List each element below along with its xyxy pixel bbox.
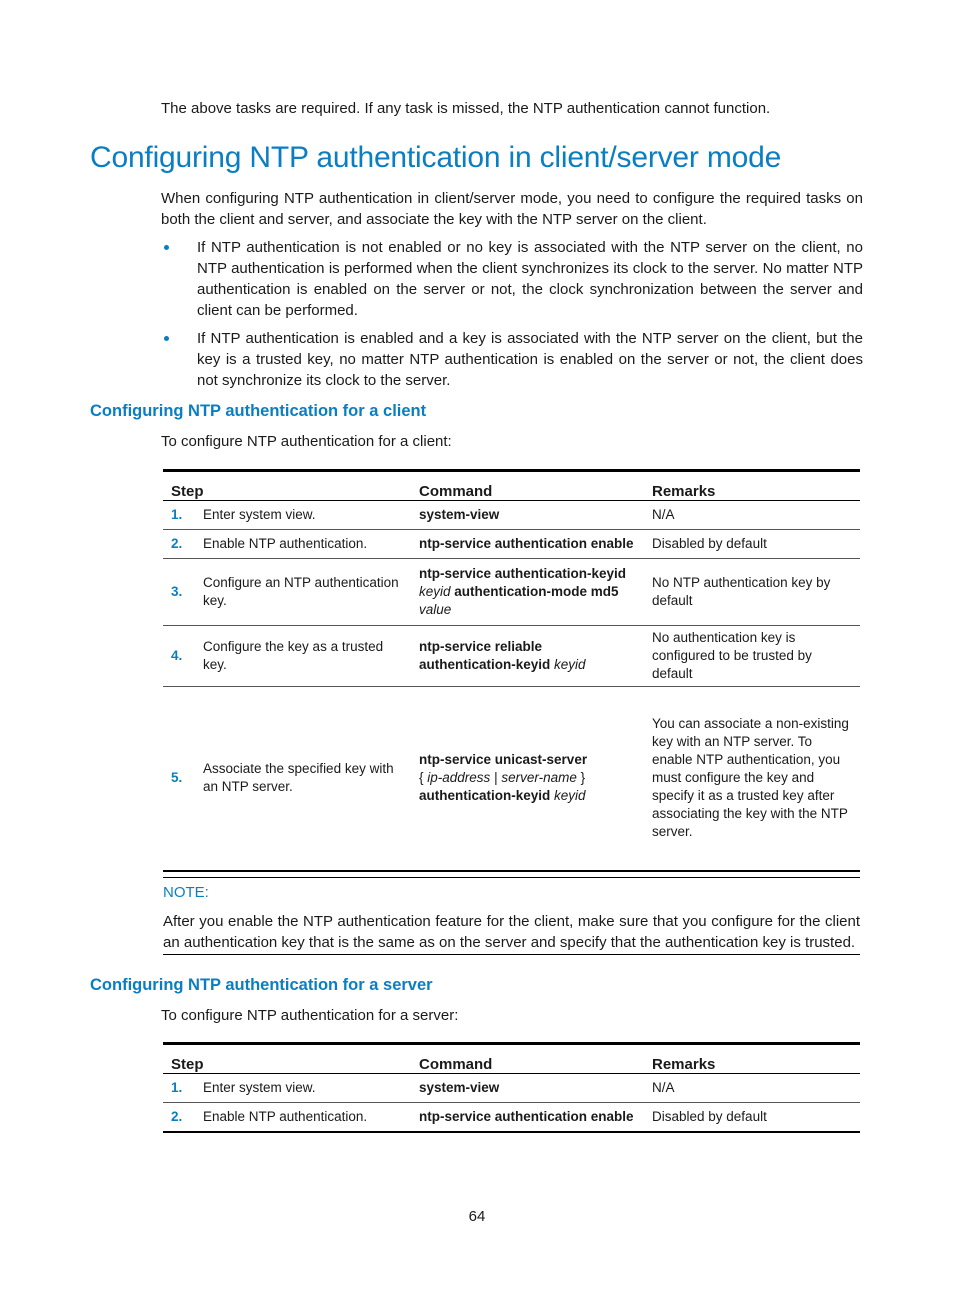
col-remarks: Remarks: [644, 471, 860, 501]
command-argument: keyid: [554, 657, 586, 672]
command-brace: }: [580, 770, 586, 786]
command-argument: server-name: [501, 770, 577, 786]
command-keyword: authentication-keyid: [419, 788, 551, 804]
table-row: [163, 559, 860, 626]
step-remark: You can associate a non-existing key with an NTP server. To enable NTP authentication, you must configure the key and specify it as a trusted key after associating the key with the NTP server.: [644, 687, 860, 871]
command-brace: {: [419, 770, 424, 786]
step-description: Enter system view.: [195, 1074, 411, 1103]
step-remark: Disabled by default: [644, 1103, 860, 1132]
step-number: 1.: [163, 501, 195, 530]
table-row: [163, 1103, 860, 1132]
step-description: Associate the specified key with an NTP server.: [195, 687, 411, 871]
command-argument: ip-address: [427, 770, 491, 786]
command-keyword: ntp-service unicast-server: [419, 752, 588, 768]
step-remark: No authentication key is configured to be trusted by default: [644, 626, 860, 687]
command-keyword: system-view: [419, 1080, 500, 1095]
step-remark: N/A: [644, 1074, 860, 1103]
note-text: After you enable the NTP authentication feature for the client, make sure that you configure for the client an authentication key that is the same as on the server and specify that the authentication key is trusted.: [163, 913, 860, 951]
step-remark: No NTP authentication key by default: [644, 559, 860, 626]
col-step: Step: [163, 1044, 411, 1074]
client-section-heading: Configuring NTP authentication for a client: [90, 402, 427, 420]
client-lead: To configure NTP authentication for a client:: [161, 433, 452, 450]
step-command: [411, 1074, 644, 1103]
col-step: Step: [163, 471, 411, 501]
step-command: [411, 626, 644, 687]
client-steps-table: [163, 469, 860, 872]
note-divider: [163, 954, 860, 955]
table-row: [163, 687, 860, 871]
step-remark: N/A: [644, 501, 860, 530]
command-argument: keyid: [554, 788, 586, 804]
table-row: [163, 501, 860, 530]
command-pipe: |: [494, 770, 498, 786]
intro-text: The above tasks are required. If any task is missed, the NTP authentication cannot function.: [161, 100, 771, 117]
command-keyword: ntp-service reliable authentication-keyid: [419, 639, 551, 672]
step-number: 5.: [163, 687, 195, 871]
bullet-dot: [164, 336, 169, 341]
bullet-item: If NTP authentication is not enabled or no key is associated with the NTP server on the client, no NTP authentication is performed when the client synchronizes its clock to the server. No matter NTP authentication is enabled on the server or not, the clock synchronization between the server and client can be performed.: [197, 239, 863, 319]
step-description: Enable NTP authentication.: [195, 1103, 411, 1132]
step-description: Configure the key as a trusted key.: [195, 626, 411, 687]
table-row: [163, 1074, 860, 1103]
col-remarks: Remarks: [644, 1044, 860, 1074]
server-steps-table: [163, 1042, 860, 1133]
step-number: 4.: [163, 626, 195, 687]
bullet-dot: [164, 245, 169, 250]
command-keyword: authentication-mode md5: [454, 584, 619, 599]
step-number: 2.: [163, 1103, 195, 1132]
bullet-item: If NTP authentication is enabled and a key is associated with the NTP server on the client, but the key is a trusted key, no matter NTP authentication is enabled on the server or not, the client does not synchronize its clock to the server.: [197, 330, 863, 389]
step-command: [411, 501, 644, 530]
step-number: 2.: [163, 530, 195, 559]
server-section-heading: Configuring NTP authentication for a server: [90, 976, 433, 994]
command-keyword: ntp-service authentication enable: [419, 536, 634, 551]
step-command: [411, 687, 644, 871]
page-title: Configuring NTP authentication in client/server mode: [90, 141, 782, 174]
step-description: Configure an NTP authentication key.: [195, 559, 411, 626]
step-description: Enable NTP authentication.: [195, 530, 411, 559]
command-argument: value: [419, 602, 452, 617]
intro-paragraph: When configuring NTP authentication in client/server mode, you need to configure the required tasks on both the client and server, and associate the key with the NTP server on the client.: [161, 190, 863, 228]
step-remark: Disabled by default: [644, 530, 860, 559]
command-keyword: ntp-service authentication-keyid: [419, 566, 627, 581]
step-description: Enter system view.: [195, 501, 411, 530]
step-command: [411, 530, 644, 559]
table-row: [163, 626, 860, 687]
note-label: NOTE:: [163, 884, 209, 901]
command-argument: keyid: [419, 584, 451, 599]
note-divider: [163, 877, 860, 878]
server-lead: To configure NTP authentication for a server:: [161, 1007, 459, 1024]
step-number: 3.: [163, 559, 195, 626]
col-command: Command: [411, 471, 644, 501]
step-command: [411, 559, 644, 626]
table-row: [163, 530, 860, 559]
command-keyword: ntp-service authentication enable: [419, 1108, 634, 1124]
step-command: [411, 1103, 644, 1132]
page-number: 64: [468, 1208, 486, 1225]
col-command: Command: [411, 1044, 644, 1074]
step-number: 1.: [163, 1074, 195, 1103]
command-keyword: system-view: [419, 507, 500, 522]
